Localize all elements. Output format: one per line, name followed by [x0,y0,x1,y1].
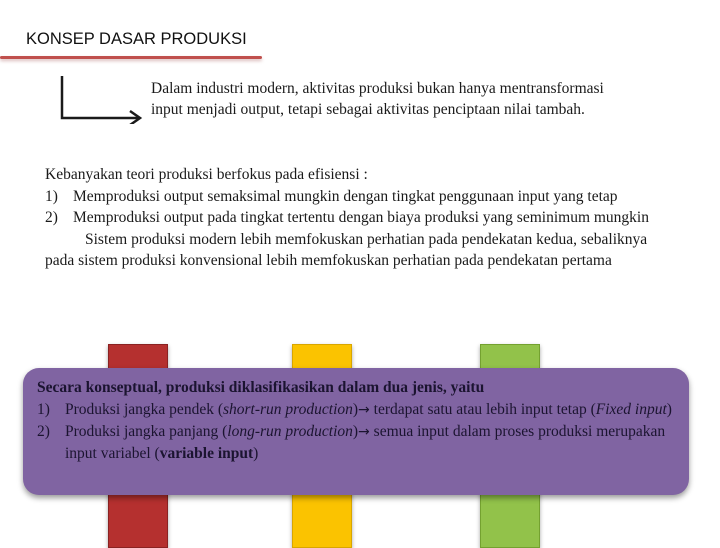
list-item [45,207,675,229]
list-text: Memproduksi output pada tingkat tertentu dengan biaya produksi yang seminimum mungkin [73,209,649,226]
list-text: Produksi jangka pendek (short-run production)→ terdapat satu atau lebih input tetap (Fixed input) [65,401,672,418]
title-underline [0,56,262,59]
classification-text [37,377,677,465]
list-item [37,421,677,465]
list-item [37,399,677,421]
modern-system-paragraph: Sistem produksi modern lebih memfokuskan perhatian pada pendekatan kedua, sebaliknya pada sistem produksi konvensional lebih memfokuskan perhatian pada pendekatan pertama [45,230,648,269]
red-block-bottom [108,490,168,548]
page-title: KONSEP DASAR PRODUKSI [26,30,247,48]
yellow-block-bottom [292,490,352,548]
efficiency-section [45,164,675,272]
list-number: 1) [45,187,58,205]
classification-heading: Secara konseptual, produksi diklasifikasikan dalam dua jenis, yaitu [37,379,485,396]
right-arrow-icon: → [358,402,370,418]
intro-text: Dalam industri modern, aktivitas produksi bukan hanya mentransformasi input menjadi output, tetapi sebagai aktivitas penciptaan nilai tambah. [151,80,604,118]
list-text: Produksi jangka panjang (long-run production)→ semua input dalam proses produksi merupakan input variabel (variable input) [65,423,666,462]
list-text: Memproduksi output semaksimal mungkin dengan tingkat penggunaan input yang tetap [73,187,618,205]
green-block-bottom [480,490,540,548]
list-number: 1) [37,401,50,418]
list-item [45,186,675,208]
elbow-arrow-icon [56,74,148,124]
efficiency-lead: Kebanyakan teori produksi berfokus pada efisiensi : [45,166,368,183]
list-number: 2) [37,423,50,440]
right-arrow-icon: → [358,424,370,440]
list-number: 2) [45,209,58,226]
